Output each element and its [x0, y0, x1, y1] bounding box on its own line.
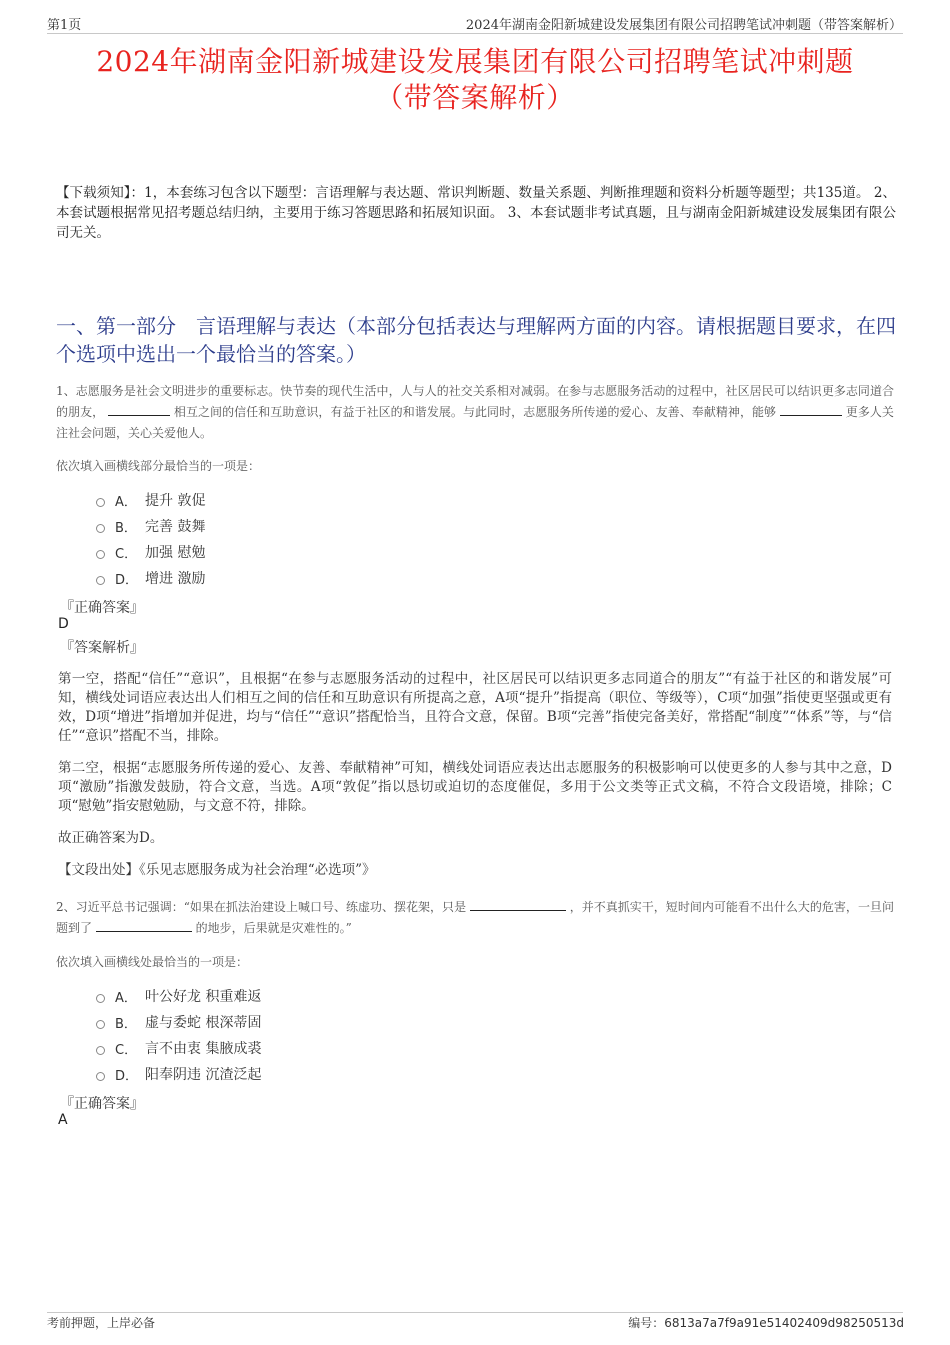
- question-2-blank-1: [470, 898, 566, 911]
- section-heading: 一、第一部分 言语理解与表达（本部分包括表达与理解两方面的内容。请根据题目要求，在四个选项中选出一个最恰当的答案。）: [56, 314, 896, 366]
- question-1-source: 【文段出处】《乐见志愿服务成为社会治理“必选项”》: [58, 862, 376, 878]
- document-title: [40, 44, 910, 116]
- question-2-text-a: 2、习近平总书记强调：“如果在抓法治建设上喊口号、练虚功、摆花架，只是: [56, 900, 467, 914]
- question-1-option-c[interactable]: C． 加强 慰勉: [96, 539, 205, 565]
- question-2-option-d[interactable]: D． 阳奉阴违 沉渣泛起: [96, 1061, 261, 1087]
- question-2-blank-2: [96, 919, 192, 932]
- question-1-analysis-label: 『答案解析』: [60, 640, 144, 656]
- question-2-answer-label: 『正确答案』: [60, 1096, 144, 1112]
- radio-icon[interactable]: [96, 1046, 105, 1055]
- footer-divider: [47, 1312, 903, 1313]
- question-1-answer: D: [58, 616, 69, 632]
- question-1-analysis-paragraph-1: 第一空，搭配“信任”“意识”，且根据“在参与志愿服务活动的过程中，社区居民可以结识更多志同道合的朋友”“有益于社区的和谐发展”可知，横线处词语应表达出人们相互之间的信任和互助意识有所提高之意，A项“提升”指提高（职位、等级等），C项“加强”指使更坚强或更有效，D项“增进”指增加并促进，均与“信任”“意识”搭配恰当，且符合文意，保留。B项“完善”指使完备美好，常搭配“制度”“体系”等，与“信任”“意识”搭配不当，排除。: [58, 671, 892, 744]
- question-1-option-a[interactable]: A． 提升 敦促: [96, 487, 205, 513]
- question-1-option-d[interactable]: D． 增进 激励: [96, 565, 205, 591]
- question-1-text-c: 更多人关注社会问题，关心关爱他人。: [56, 405, 894, 440]
- header-divider: [47, 33, 903, 34]
- question-1-stem: [56, 381, 894, 444]
- question-2-text-b: ，并不真抓实干，短时间内可能看不出什么大的危害，一旦问题到了: [56, 900, 894, 935]
- document-title-line1: 2024年湖南金阳新城建设发展集团有限公司招聘笔试冲刺题: [96, 45, 854, 78]
- radio-icon[interactable]: [96, 994, 105, 1003]
- footer-slogan: 考前押题，上岸必备: [47, 1316, 156, 1330]
- question-2-option-a[interactable]: A． 叶公好龙 积重难返: [96, 983, 261, 1009]
- radio-icon[interactable]: [96, 576, 105, 585]
- question-2-option-c[interactable]: C． 言不由衷 集腋成裘: [96, 1035, 261, 1061]
- question-1-analysis-paragraph-2: 第二空，根据“志愿服务所传递的爱心、友善、奉献精神”可知，横线处词语应表达出志愿服务的积极影响可以使更多的人参与其中之意，D项“激励”指激发鼓励，符合文意，当选。A项“敦促”指以恳切或迫切的态度催促，多用于公文类等正式文稿，不符合文段语境，排除；C项“慰勉”指安慰勉励，与文意不符，排除。: [58, 760, 892, 814]
- page-number: 第1页: [47, 18, 82, 33]
- question-1-options: [96, 487, 205, 591]
- question-2-option-b[interactable]: B． 虚与委蛇 根深蒂固: [96, 1009, 261, 1035]
- question-1-blank-1: [108, 403, 170, 416]
- question-1-text-b: 相互之间的信任和互助意识，有益于社区的和谐发展。与此同时，志愿服务所传递的爱心、友善、奉献精神，能够: [173, 405, 777, 419]
- question-1-blank-2: [780, 403, 842, 416]
- radio-icon[interactable]: [96, 524, 105, 533]
- footer-document-id: 编号：6813a7a7f9a91e51402409d98250513d: [628, 1316, 904, 1330]
- question-2-answer: A: [58, 1112, 68, 1128]
- question-2-prompt: 依次填入画横线处最恰当的一项是：: [56, 955, 249, 969]
- question-1-prompt: 依次填入画横线部分最恰当的一项是：: [56, 459, 261, 473]
- question-1-analysis-paragraph-3: 故正确答案为D。: [58, 830, 164, 846]
- document-title-line2: （带答案解析）: [375, 81, 575, 114]
- radio-icon[interactable]: [96, 498, 105, 507]
- question-1-text-a: 1、志愿服务是社会文明进步的重要标志。快节奏的现代生活中，人与人的社交关系相对减弱。在参与志愿服务活动的过程中，社区居民可以结识更多志同道合的朋友，: [56, 384, 894, 419]
- radio-icon[interactable]: [96, 550, 105, 559]
- question-1-answer-label: 『正确答案』: [60, 600, 144, 616]
- running-header-title: 2024年湖南金阳新城建设发展集团有限公司招聘笔试冲刺题（带答案解析）: [465, 18, 902, 33]
- radio-icon[interactable]: [96, 1072, 105, 1081]
- question-2-stem: [56, 897, 894, 939]
- question-2-options: [96, 983, 261, 1087]
- question-2-text-c: 的地步，后果就是灾难性的。”: [195, 921, 352, 935]
- question-1-option-b[interactable]: B． 完善 鼓舞: [96, 513, 205, 539]
- radio-icon[interactable]: [96, 1020, 105, 1029]
- download-notice: 【下载须知】：1，本套练习包含以下题型：言语理解与表达题、常识判断题、数量关系题、判断推理题和资料分析题等题型；共135道。 2、本套试题根据常见招考题总结归纳，主要用于练习答题思路和拓展知识面。 3、本套试题非考试真题，且与湖南金阳新城建设发展集团有限公司无关。: [56, 185, 896, 241]
